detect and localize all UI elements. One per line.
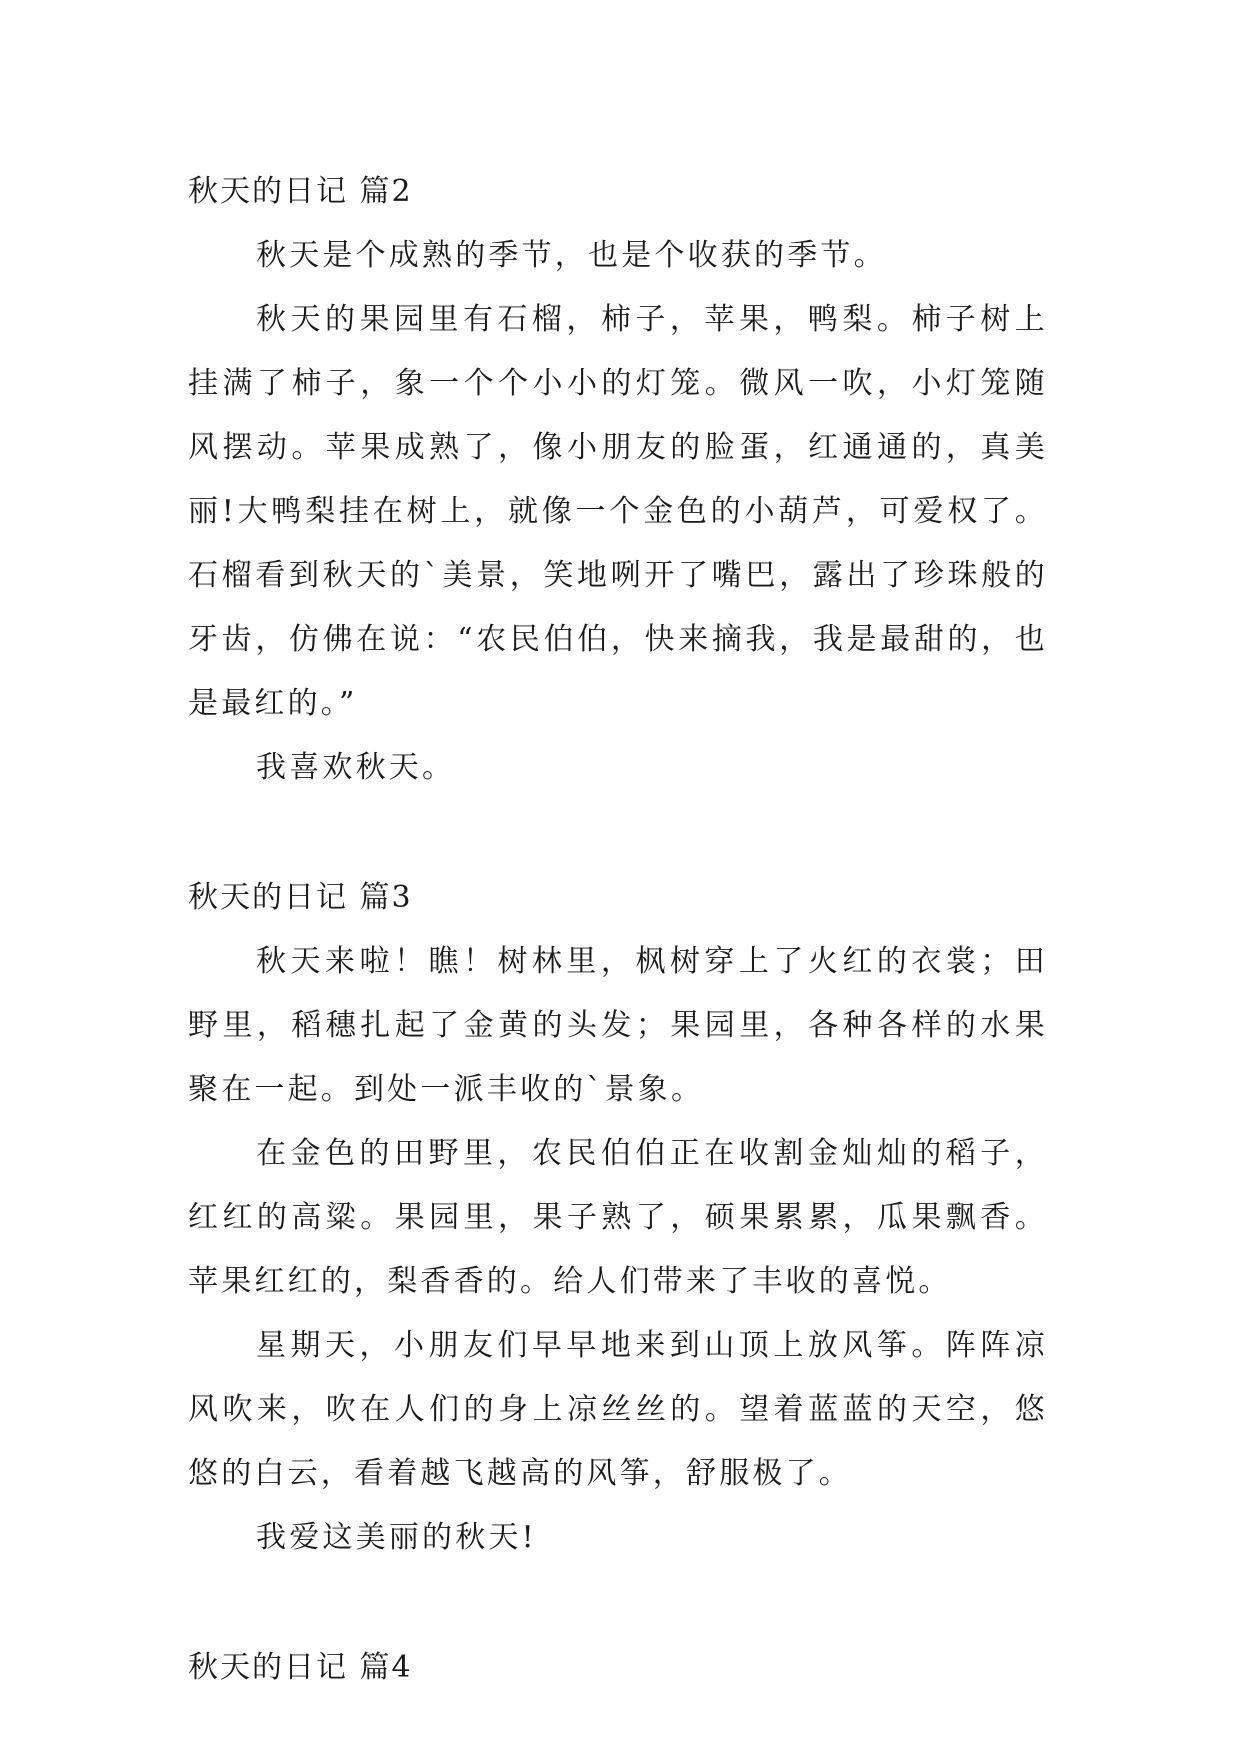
paragraph: 秋天的果园里有石榴，柿子，苹果，鸭梨。柿子树上挂满了柿子，象一个个小小的灯笼。微风一吹，小灯笼随风摆动。苹果成熟了，像小朋友的脸蛋，红通通的，真美丽!大鸭梨挂在树上，就像一个金色的小葫芦，可爱权了。石榴看到秋天的`美景，笑地咧开了嘴巴，露出了珍珠般的牙齿，仿佛在说：“农民伯伯，快来摘我，我是最甜的，也是最红的。”: [188, 302, 1048, 721]
section-heading: 秋天的日记 篇4: [188, 1650, 413, 1685]
paragraph: 秋天是个成熟的季节，也是个收获的季节。: [256, 238, 887, 273]
section-2: [188, 160, 1048, 800]
paragraph: 在金色的田野里，农民伯伯正在收割金灿灿的稻子，红红的高粱。果园里，果子熟了，硕果累累，瓜果飘香。苹果红红的，梨香香的。给人们带来了丰收的喜悦。: [188, 1136, 1048, 1299]
paragraph: 秋天来啦！瞧！树林里，枫树穿上了火红的衣裳；田野里，稻穗扎起了金黄的头发；果园里，各种各样的水果聚在一起。到处一派丰收的`景象。: [188, 944, 1048, 1107]
paragraph: 我喜欢秋天。: [256, 750, 456, 785]
section-heading: 秋天的日记 篇3: [188, 880, 413, 915]
section-3: [188, 866, 1048, 1570]
document-body: [188, 160, 1048, 1700]
section-4: [188, 1636, 1048, 1700]
paragraph: 星期天，小朋友们早早地来到山顶上放风筝。阵阵凉风吹来，吹在人们的身上凉丝丝的。望着蓝蓝的天空，悠悠的白云，看着越飞越高的风筝，舒服极了。: [188, 1328, 1048, 1491]
paragraph: 我爱这美丽的秋天!: [256, 1520, 537, 1555]
section-heading: 秋天的日记 篇2: [188, 174, 413, 209]
